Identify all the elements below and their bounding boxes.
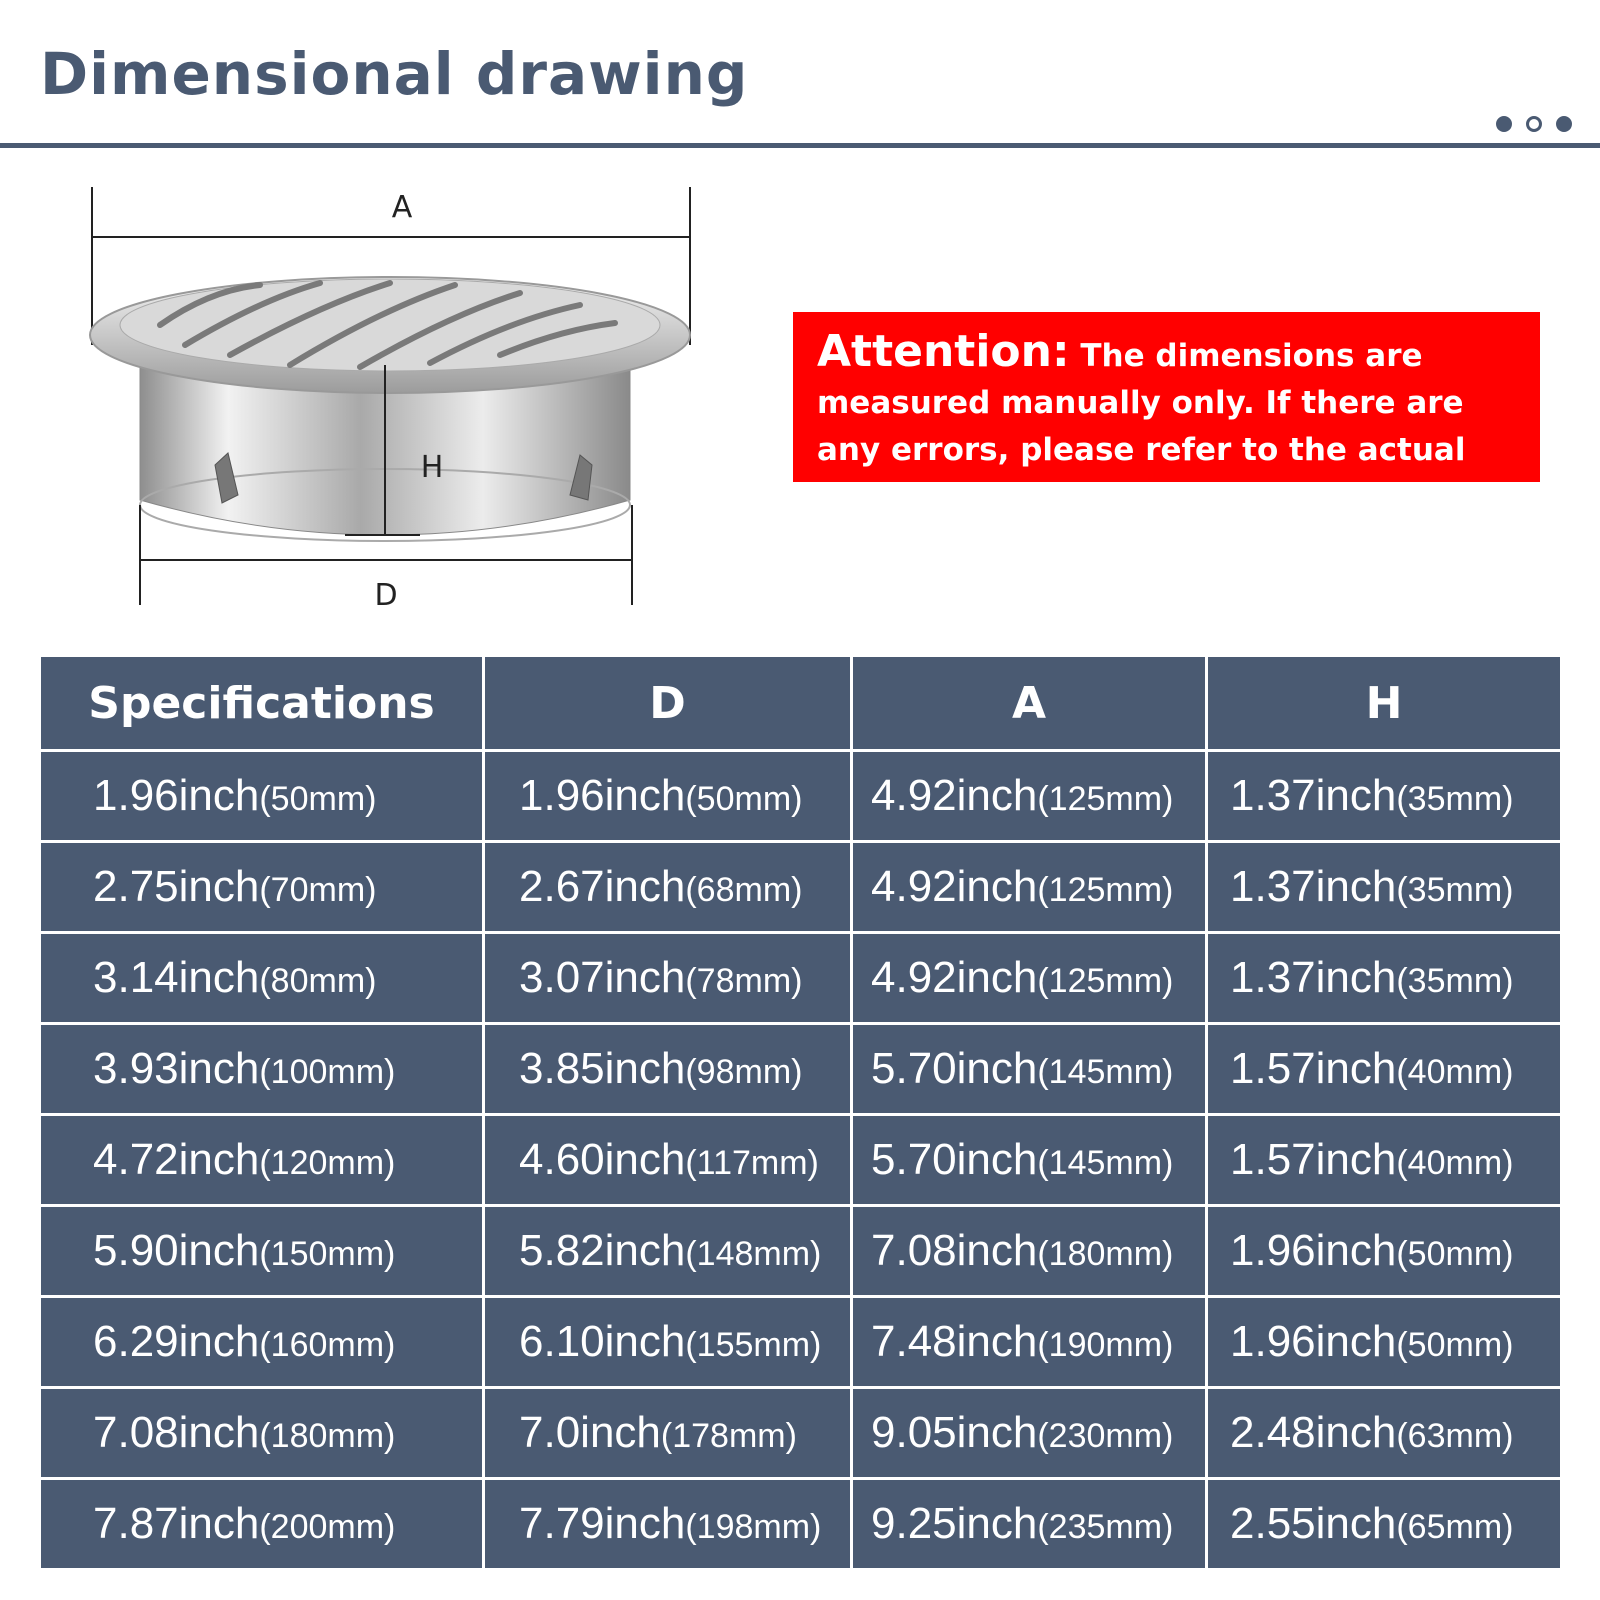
cell-d: 6.10inch(155mm) xyxy=(484,1297,852,1388)
cell-d: 3.07inch(78mm) xyxy=(484,933,852,1024)
table-row xyxy=(40,1479,1562,1570)
cell-spec: 3.14inch(80mm) xyxy=(40,933,484,1024)
cell-a: 7.08inch(180mm) xyxy=(852,1206,1207,1297)
header-specifications: Specifications xyxy=(40,656,484,751)
cell-h: 1.37inch(35mm) xyxy=(1207,751,1562,842)
cell-spec: 5.90inch(150mm) xyxy=(40,1206,484,1297)
cell-a: 5.70inch(145mm) xyxy=(852,1024,1207,1115)
page-title: Dimensional drawing xyxy=(40,40,749,108)
table-header-row xyxy=(40,656,1562,751)
header-d: D xyxy=(484,656,852,751)
label-d: D xyxy=(374,578,398,613)
cell-a: 7.48inch(190mm) xyxy=(852,1297,1207,1388)
vent-cover-drawing xyxy=(0,175,760,635)
cell-d: 2.67inch(68mm) xyxy=(484,842,852,933)
header-divider xyxy=(0,143,1600,148)
cell-h: 2.48inch(63mm) xyxy=(1207,1388,1562,1479)
table-row xyxy=(40,1206,1562,1297)
table-row xyxy=(40,1297,1562,1388)
label-h: H xyxy=(420,450,444,485)
cell-h: 2.55inch(65mm) xyxy=(1207,1479,1562,1570)
cell-a: 9.05inch(230mm) xyxy=(852,1388,1207,1479)
cell-d: 5.82inch(148mm) xyxy=(484,1206,852,1297)
cell-h: 1.37inch(35mm) xyxy=(1207,933,1562,1024)
attention-lead: Attention: xyxy=(817,326,1070,377)
table-row xyxy=(40,1115,1562,1206)
cell-spec: 1.96inch(50mm) xyxy=(40,751,484,842)
table-row xyxy=(40,751,1562,842)
cell-spec: 6.29inch(160mm) xyxy=(40,1297,484,1388)
cell-h: 1.96inch(50mm) xyxy=(1207,1206,1562,1297)
cell-spec: 3.93inch(100mm) xyxy=(40,1024,484,1115)
header-h: H xyxy=(1207,656,1562,751)
table-row xyxy=(40,842,1562,933)
cell-d: 3.85inch(98mm) xyxy=(484,1024,852,1115)
dot-1[interactable] xyxy=(1496,116,1512,132)
cell-h: 1.57inch(40mm) xyxy=(1207,1115,1562,1206)
table-row xyxy=(40,933,1562,1024)
cell-a: 4.92inch(125mm) xyxy=(852,933,1207,1024)
cell-spec: 7.08inch(180mm) xyxy=(40,1388,484,1479)
header-a: A xyxy=(852,656,1207,751)
cell-d: 4.60inch(117mm) xyxy=(484,1115,852,1206)
attention-text: The dimensions are measured manually only. If there are any errors, please refer to the actual product. xyxy=(817,338,1466,515)
cell-a: 4.92inch(125mm) xyxy=(852,842,1207,933)
cell-d: 7.79inch(198mm) xyxy=(484,1479,852,1570)
attention-notice xyxy=(793,312,1540,515)
spec-table xyxy=(38,654,1563,1571)
cell-spec: 4.72inch(120mm) xyxy=(40,1115,484,1206)
carousel-dots xyxy=(1496,116,1572,132)
table-row xyxy=(40,1388,1562,1479)
cell-d: 7.0inch(178mm) xyxy=(484,1388,852,1479)
dot-2[interactable] xyxy=(1526,116,1542,132)
table-row xyxy=(40,1024,1562,1115)
label-a: A xyxy=(391,190,413,225)
cell-spec: 7.87inch(200mm) xyxy=(40,1479,484,1570)
cell-spec: 2.75inch(70mm) xyxy=(40,842,484,933)
cell-a: 9.25inch(235mm) xyxy=(852,1479,1207,1570)
dot-3[interactable] xyxy=(1556,116,1572,132)
cell-h: 1.96inch(50mm) xyxy=(1207,1297,1562,1388)
cell-h: 1.37inch(35mm) xyxy=(1207,842,1562,933)
cell-a: 4.92inch(125mm) xyxy=(852,751,1207,842)
cell-d: 1.96inch(50mm) xyxy=(484,751,852,842)
cell-a: 5.70inch(145mm) xyxy=(852,1115,1207,1206)
cell-h: 1.57inch(40mm) xyxy=(1207,1024,1562,1115)
